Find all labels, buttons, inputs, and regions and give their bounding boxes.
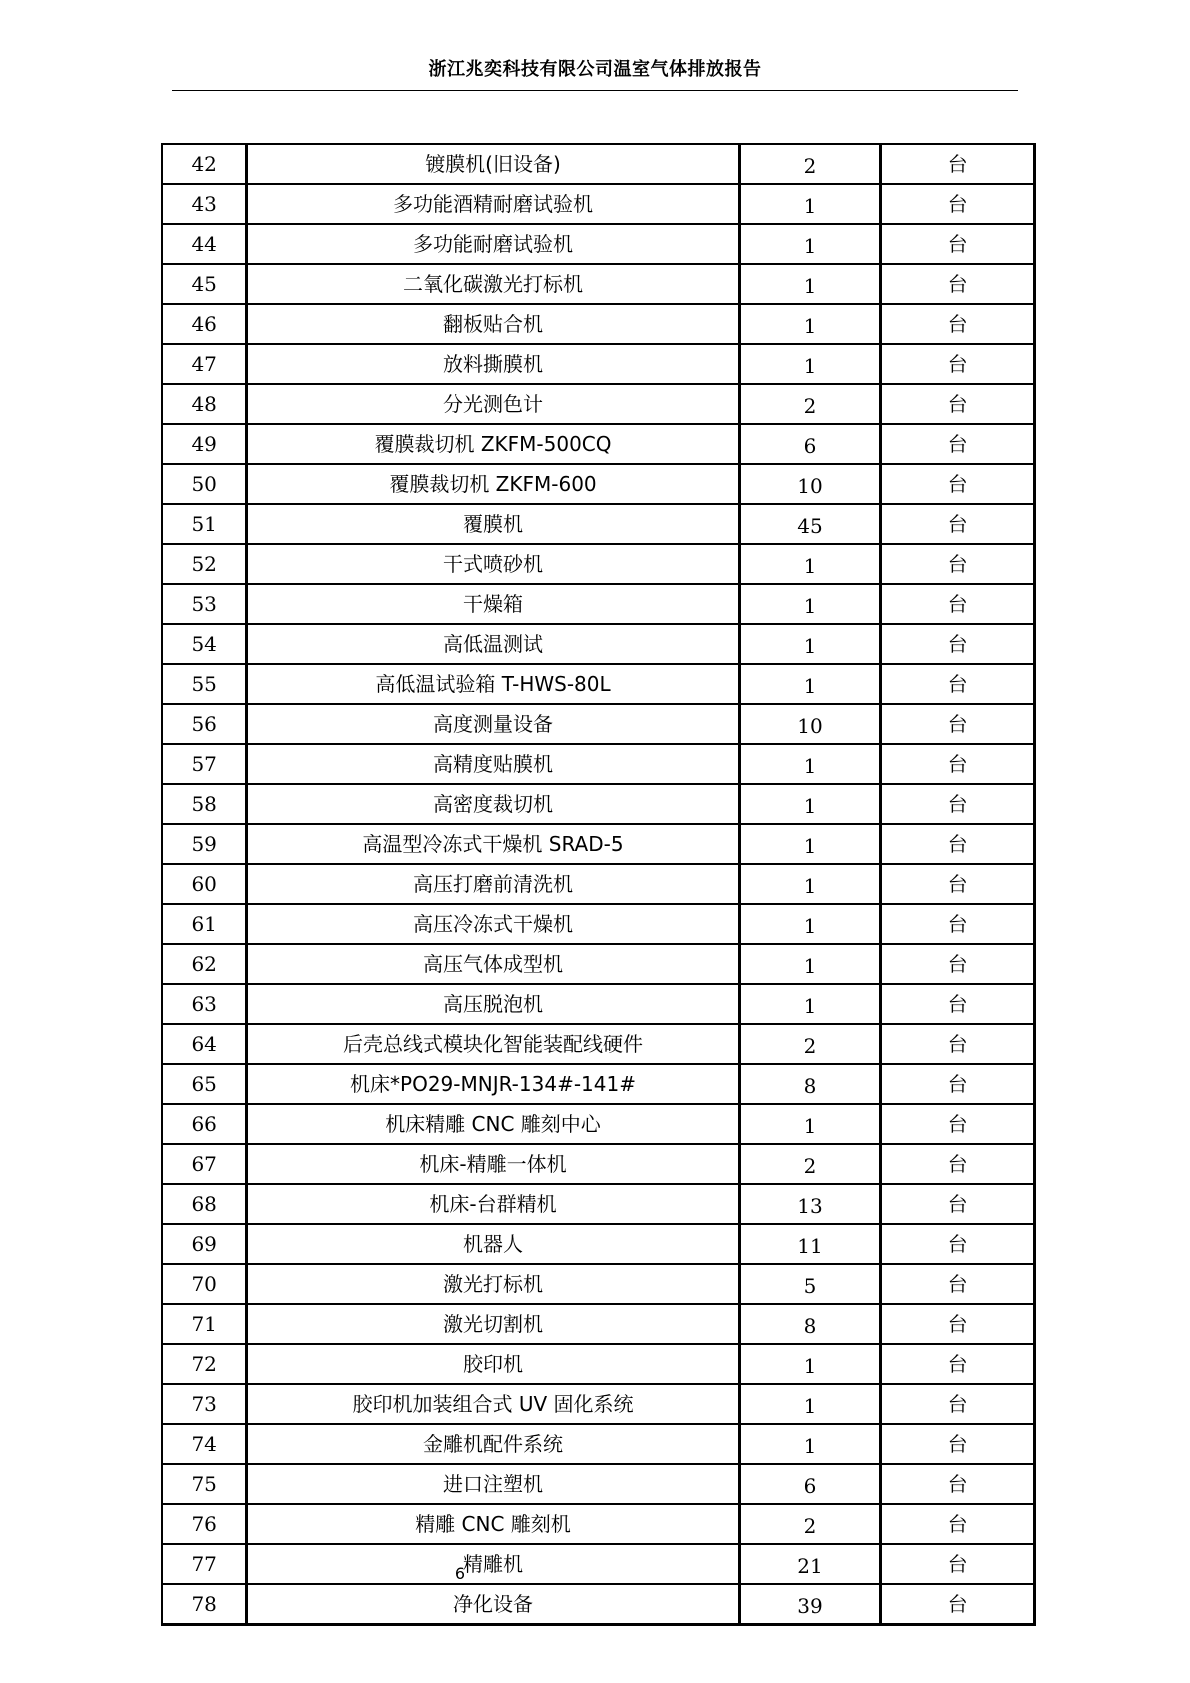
- unit-cell: 台: [881, 584, 1035, 624]
- table-row: [162, 1104, 1035, 1144]
- quantity-cell: 1: [739, 944, 881, 984]
- quantity-cell: 1: [739, 544, 881, 584]
- equipment-name-cell: 分光测色计: [247, 384, 739, 424]
- table-row: [162, 1384, 1035, 1424]
- unit-cell: 台: [881, 424, 1035, 464]
- quantity-cell: 2: [739, 384, 881, 424]
- equipment-name-cell: 翻板贴合机: [247, 304, 739, 344]
- table-row: [162, 1584, 1035, 1625]
- equipment-name-cell: 高压打磨前清洗机: [247, 864, 739, 904]
- row-number-cell: 75: [162, 1464, 247, 1504]
- quantity-cell: 1: [739, 904, 881, 944]
- table-row: [162, 1504, 1035, 1544]
- equipment-name-cell: 激光切割机: [247, 1304, 739, 1344]
- row-number-cell: 74: [162, 1424, 247, 1464]
- quantity-cell: 1: [739, 344, 881, 384]
- row-number-cell: 63: [162, 984, 247, 1024]
- equipment-name-cell: 胶印机: [247, 1344, 739, 1384]
- table-row: [162, 704, 1035, 744]
- table-row: [162, 1424, 1035, 1464]
- equipment-name-cell: 覆膜裁切机 ZKFM-500CQ: [247, 424, 739, 464]
- quantity-cell: 2: [739, 1144, 881, 1184]
- equipment-name-cell: 后壳总线式模块化智能装配线硬件: [247, 1024, 739, 1064]
- table-row: [162, 824, 1035, 864]
- row-number-cell: 71: [162, 1304, 247, 1344]
- quantity-cell: 10: [739, 704, 881, 744]
- row-number-cell: 66: [162, 1104, 247, 1144]
- table-row: [162, 1144, 1035, 1184]
- table-row: [162, 344, 1035, 384]
- quantity-cell: 1: [739, 1384, 881, 1424]
- row-number-cell: 56: [162, 704, 247, 744]
- equipment-name-cell: 镀膜机(旧设备): [247, 144, 739, 184]
- row-number-cell: 68: [162, 1184, 247, 1224]
- quantity-cell: 39: [739, 1584, 881, 1625]
- row-number-cell: 67: [162, 1144, 247, 1184]
- table-row: [162, 544, 1035, 584]
- row-number-cell: 52: [162, 544, 247, 584]
- unit-cell: 台: [881, 664, 1035, 704]
- row-number-cell: 46: [162, 304, 247, 344]
- unit-cell: 台: [881, 184, 1035, 224]
- unit-cell: 台: [881, 784, 1035, 824]
- quantity-cell: 1: [739, 824, 881, 864]
- row-number-cell: 72: [162, 1344, 247, 1384]
- page-number: 6: [454, 1564, 466, 1583]
- row-number-cell: 45: [162, 264, 247, 304]
- unit-cell: 台: [881, 704, 1035, 744]
- equipment-name-cell: 高压冷冻式干燥机: [247, 904, 739, 944]
- unit-cell: 台: [881, 984, 1035, 1024]
- row-number-cell: 60: [162, 864, 247, 904]
- row-number-cell: 77: [162, 1544, 247, 1584]
- table-row: [162, 264, 1035, 304]
- table-row: [162, 224, 1035, 264]
- row-number-cell: 61: [162, 904, 247, 944]
- table-row: [162, 384, 1035, 424]
- quantity-cell: 21: [739, 1544, 881, 1584]
- table-row: [162, 424, 1035, 464]
- table-row: [162, 784, 1035, 824]
- equipment-name-cell: 精雕机: [247, 1544, 739, 1584]
- row-number-cell: 76: [162, 1504, 247, 1544]
- equipment-name-cell: 金雕机配件系统: [247, 1424, 739, 1464]
- quantity-cell: 1: [739, 864, 881, 904]
- unit-cell: 台: [881, 824, 1035, 864]
- unit-cell: 台: [881, 544, 1035, 584]
- row-number-cell: 54: [162, 624, 247, 664]
- table-row: [162, 304, 1035, 344]
- row-number-cell: 49: [162, 424, 247, 464]
- quantity-cell: 1: [739, 1104, 881, 1144]
- row-number-cell: 42: [162, 144, 247, 184]
- unit-cell: 台: [881, 624, 1035, 664]
- table-row: [162, 1344, 1035, 1384]
- row-number-cell: 51: [162, 504, 247, 544]
- unit-cell: 台: [881, 1344, 1035, 1384]
- quantity-cell: 1: [739, 304, 881, 344]
- quantity-cell: 1: [739, 1344, 881, 1384]
- unit-cell: 台: [881, 1264, 1035, 1304]
- table-row: [162, 584, 1035, 624]
- unit-cell: 台: [881, 904, 1035, 944]
- table-row: [162, 1024, 1035, 1064]
- quantity-cell: 8: [739, 1064, 881, 1104]
- unit-cell: 台: [881, 304, 1035, 344]
- table-row: [162, 184, 1035, 224]
- equipment-name-cell: 放料撕膜机: [247, 344, 739, 384]
- table-row: [162, 144, 1035, 184]
- quantity-cell: 6: [739, 1464, 881, 1504]
- unit-cell: 台: [881, 344, 1035, 384]
- row-number-cell: 59: [162, 824, 247, 864]
- table-row: [162, 744, 1035, 784]
- equipment-name-cell: 覆膜裁切机 ZKFM-600: [247, 464, 739, 504]
- table-row: [162, 904, 1035, 944]
- unit-cell: 台: [881, 1144, 1035, 1184]
- quantity-cell: 11: [739, 1224, 881, 1264]
- quantity-cell: 2: [739, 1024, 881, 1064]
- unit-cell: 台: [881, 1064, 1035, 1104]
- row-number-cell: 69: [162, 1224, 247, 1264]
- equipment-name-cell: 进口注塑机: [247, 1464, 739, 1504]
- quantity-cell: 1: [739, 184, 881, 224]
- equipment-name-cell: 高压气体成型机: [247, 944, 739, 984]
- table-row: [162, 464, 1035, 504]
- equipment-name-cell: 机床-台群精机: [247, 1184, 739, 1224]
- equipment-name-cell: 高精度贴膜机: [247, 744, 739, 784]
- equipment-name-cell: 高低温测试: [247, 624, 739, 664]
- header-divider: [172, 90, 1018, 91]
- quantity-cell: 10: [739, 464, 881, 504]
- equipment-table-body: [162, 144, 1035, 1625]
- quantity-cell: 1: [739, 624, 881, 664]
- equipment-name-cell: 机床*PO29-MNJR-134#-141#: [247, 1064, 739, 1104]
- unit-cell: 台: [881, 864, 1035, 904]
- table-row: [162, 864, 1035, 904]
- quantity-cell: 1: [739, 744, 881, 784]
- quantity-cell: 2: [739, 1504, 881, 1544]
- unit-cell: 台: [881, 1584, 1035, 1625]
- page-header-title: 浙江兆奕科技有限公司温室气体排放报告: [428, 59, 762, 80]
- quantity-cell: 5: [739, 1264, 881, 1304]
- quantity-cell: 6: [739, 424, 881, 464]
- unit-cell: 台: [881, 384, 1035, 424]
- row-number-cell: 65: [162, 1064, 247, 1104]
- unit-cell: 台: [881, 744, 1035, 784]
- unit-cell: 台: [881, 1504, 1035, 1544]
- table-row: [162, 944, 1035, 984]
- unit-cell: 台: [881, 1544, 1035, 1584]
- row-number-cell: 64: [162, 1024, 247, 1064]
- unit-cell: 台: [881, 1104, 1035, 1144]
- equipment-name-cell: 净化设备: [247, 1584, 739, 1625]
- table-row: [162, 1304, 1035, 1344]
- row-number-cell: 48: [162, 384, 247, 424]
- equipment-name-cell: 精雕 CNC 雕刻机: [247, 1504, 739, 1544]
- unit-cell: 台: [881, 264, 1035, 304]
- table-row: [162, 1224, 1035, 1264]
- table-row: [162, 624, 1035, 664]
- equipment-name-cell: 多功能耐磨试验机: [247, 224, 739, 264]
- unit-cell: 台: [881, 144, 1035, 184]
- unit-cell: 台: [881, 1424, 1035, 1464]
- equipment-name-cell: 高度测量设备: [247, 704, 739, 744]
- equipment-name-cell: 胶印机加装组合式 UV 固化系统: [247, 1384, 739, 1424]
- equipment-name-cell: 机床-精雕一体机: [247, 1144, 739, 1184]
- unit-cell: 台: [881, 464, 1035, 504]
- table-row: [162, 1264, 1035, 1304]
- row-number-cell: 55: [162, 664, 247, 704]
- equipment-name-cell: 高低温试验箱 T-HWS-80L: [247, 664, 739, 704]
- equipment-name-cell: 二氧化碳激光打标机: [247, 264, 739, 304]
- unit-cell: 台: [881, 944, 1035, 984]
- equipment-name-cell: 机床精雕 CNC 雕刻中心: [247, 1104, 739, 1144]
- row-number-cell: 47: [162, 344, 247, 384]
- equipment-table: [161, 143, 1036, 1626]
- row-number-cell: 70: [162, 1264, 247, 1304]
- quantity-cell: 1: [739, 584, 881, 624]
- equipment-name-cell: 激光打标机: [247, 1264, 739, 1304]
- quantity-cell: 2: [739, 144, 881, 184]
- unit-cell: 台: [881, 1184, 1035, 1224]
- unit-cell: 台: [881, 1224, 1035, 1264]
- row-number-cell: 50: [162, 464, 247, 504]
- quantity-cell: 1: [739, 664, 881, 704]
- table-row: [162, 1184, 1035, 1224]
- table-row: [162, 984, 1035, 1024]
- row-number-cell: 78: [162, 1584, 247, 1625]
- row-number-cell: 58: [162, 784, 247, 824]
- row-number-cell: 57: [162, 744, 247, 784]
- table-row: [162, 1464, 1035, 1504]
- equipment-name-cell: 覆膜机: [247, 504, 739, 544]
- unit-cell: 台: [881, 1464, 1035, 1504]
- row-number-cell: 62: [162, 944, 247, 984]
- table-row: [162, 664, 1035, 704]
- unit-cell: 台: [881, 224, 1035, 264]
- equipment-name-cell: 多功能酒精耐磨试验机: [247, 184, 739, 224]
- equipment-name-cell: 干燥箱: [247, 584, 739, 624]
- unit-cell: 台: [881, 1304, 1035, 1344]
- row-number-cell: 44: [162, 224, 247, 264]
- quantity-cell: 13: [739, 1184, 881, 1224]
- table-row: [162, 1064, 1035, 1104]
- unit-cell: 台: [881, 1024, 1035, 1064]
- quantity-cell: 1: [739, 784, 881, 824]
- unit-cell: 台: [881, 504, 1035, 544]
- equipment-name-cell: 干式喷砂机: [247, 544, 739, 584]
- table-row: [162, 504, 1035, 544]
- quantity-cell: 1: [739, 1424, 881, 1464]
- row-number-cell: 53: [162, 584, 247, 624]
- quantity-cell: 1: [739, 264, 881, 304]
- quantity-cell: 1: [739, 224, 881, 264]
- equipment-name-cell: 高密度裁切机: [247, 784, 739, 824]
- equipment-name-cell: 高压脱泡机: [247, 984, 739, 1024]
- row-number-cell: 73: [162, 1384, 247, 1424]
- equipment-name-cell: 机器人: [247, 1224, 739, 1264]
- quantity-cell: 8: [739, 1304, 881, 1344]
- quantity-cell: 1: [739, 984, 881, 1024]
- unit-cell: 台: [881, 1384, 1035, 1424]
- equipment-name-cell: 高温型冷冻式干燥机 SRAD-5: [247, 824, 739, 864]
- row-number-cell: 43: [162, 184, 247, 224]
- quantity-cell: 45: [739, 504, 881, 544]
